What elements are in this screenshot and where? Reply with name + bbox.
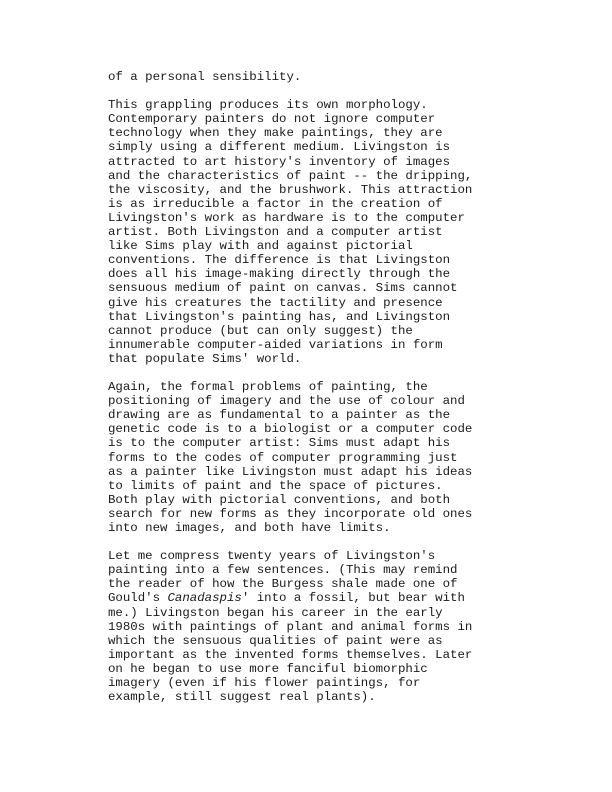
text-line: give his creatures the tactility and presence	[108, 295, 443, 310]
text-line: Contemporary painters do not ignore computer	[108, 112, 436, 127]
text-line: simply using a different medium. Livingston is	[108, 140, 451, 155]
text-line: like Sims play with and against pictorial	[108, 239, 413, 254]
text-line: that populate Sims' world.	[108, 351, 302, 366]
paragraph	[108, 549, 508, 704]
italic-text: Canadaspis	[167, 591, 242, 606]
text-line: does all his image-making directly through the	[108, 267, 451, 282]
body-text	[108, 70, 508, 704]
text-line: drawing are as fundamental to a painter as the	[108, 408, 451, 423]
text-line: Let me compress twenty years of Livingston's	[108, 549, 436, 564]
text-line: and the characteristics of paint -- the dripping,	[108, 168, 473, 183]
text-line: me.) Livingston began his career in the early	[108, 605, 443, 620]
text-line: Gould's Canadaspis' into a fossil, but bear with	[108, 591, 465, 606]
text-line: attracted to art history's inventory of images	[108, 154, 451, 169]
text-line: of a personal sensibility.	[108, 70, 302, 84]
text-line: is as irreducible a factor in the creation of	[108, 196, 443, 211]
text-line: conventions. The difference is that Livingston	[108, 253, 451, 268]
text-line: painting into a few sentences. (This may remind	[108, 563, 458, 578]
text-line: Livingston's work as hardware is to the computer	[108, 210, 465, 225]
paragraph	[108, 98, 508, 366]
text-line: positioning of imagery and the use of colour and	[108, 394, 465, 409]
text-line: Both play with pictorial conventions, and both	[108, 492, 451, 507]
text-line: the viscosity, and the brushwork. This attraction	[108, 182, 473, 197]
text-line: which the sensuous qualities of paint were as	[108, 633, 443, 648]
paragraph	[108, 380, 508, 535]
text-line: innumerable computer-aided variations in form	[108, 337, 443, 352]
text-line: 1980s with paintings of plant and animal forms in	[108, 619, 473, 634]
text-line: is to the computer artist: Sims must adapt his	[108, 436, 451, 451]
text-line: technology when they make paintings, they are	[108, 126, 443, 141]
text-line: search for new forms as they incorporate old ones	[108, 506, 473, 521]
text-line: artist. Both Livingston and a computer artist	[108, 225, 443, 240]
text-line: sensuous medium of paint on canvas. Sims cannot	[108, 281, 458, 296]
text-line: on he began to use more fanciful biomorphic	[108, 661, 428, 676]
text-line: that Livingston's painting has, and Livingston	[108, 309, 451, 324]
text-line: forms to the codes of computer programming just	[108, 450, 458, 465]
paragraph	[108, 70, 508, 84]
text-line: as a painter like Livingston must adapt his ideas	[108, 464, 473, 479]
text-line: This grappling produces its own morphology.	[108, 98, 428, 113]
text-line: to limits of paint and the space of pictures.	[108, 478, 443, 493]
text-line: example, still suggest real plants).	[108, 690, 376, 705]
text-line: Again, the formal problems of painting, the	[108, 380, 428, 395]
text-line: cannot produce (but can only suggest) the	[108, 323, 413, 338]
text-line: the reader of how the Burgess shale made one of	[108, 577, 458, 592]
text-line: imagery (even if his flower paintings, for	[108, 676, 421, 691]
text-line: genetic code is to a biologist or a computer code	[108, 422, 473, 437]
text-line: into new images, and both have limits.	[108, 521, 391, 535]
text-line: important as the invented forms themselves. Later	[108, 647, 473, 662]
